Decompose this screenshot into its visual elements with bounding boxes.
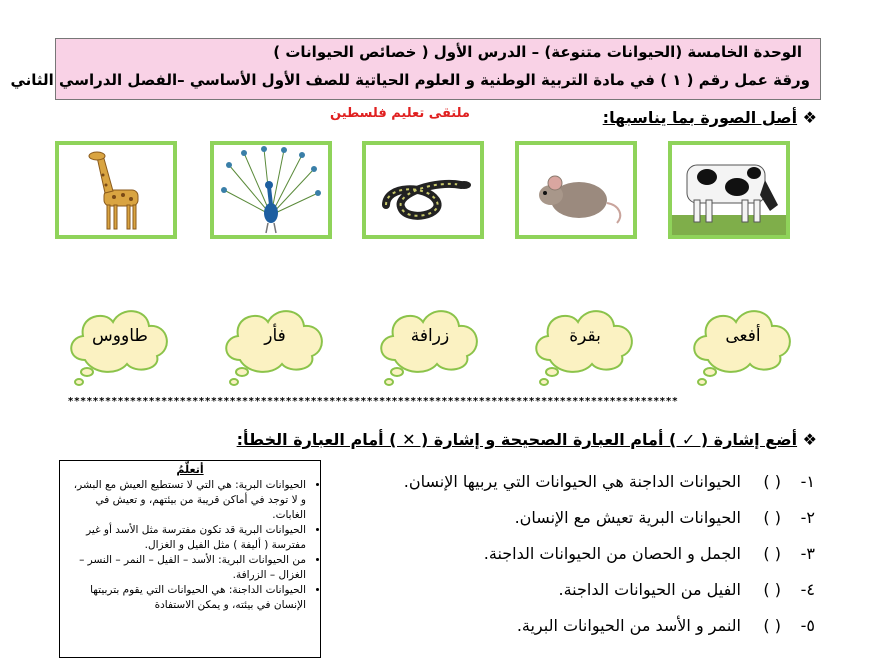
question-1-heading — [603, 108, 817, 127]
forum-credit: ملتقى تعليم فلسطين — [330, 106, 470, 121]
diamond-bullet-icon: ❖ — [802, 108, 817, 127]
statement-row[interactable] — [515, 508, 815, 527]
question-2-heading — [237, 430, 817, 449]
giraffe-icon — [59, 145, 173, 235]
cloud-word: أفعى — [725, 326, 761, 346]
answer-box[interactable]: ( ) — [763, 544, 781, 563]
snake-photo[interactable] — [362, 141, 484, 239]
word-cloud-snake[interactable] — [688, 298, 798, 390]
statement-row[interactable] — [484, 544, 815, 563]
question-2-text: أضع إشارة ( ✓ ) أمام العبارة الصحيحة و إشارة ( ✕ ) أمام العبارة الخطأ: — [236, 430, 798, 449]
mouse-photo[interactable] — [515, 141, 637, 239]
statement-text: الحيوانات الداجنة هي الحيوانات التي يربيها الإنسان. — [403, 472, 741, 491]
statement-text: الجمل و الحصان من الحيوانات الداجنة. — [483, 544, 741, 563]
cloud-word: طاووس — [92, 326, 148, 346]
answer-box[interactable]: ( ) — [763, 472, 781, 491]
statement-row[interactable] — [517, 616, 815, 635]
word-cloud-giraffe[interactable] — [375, 298, 485, 390]
learn-item: • من الحيوانات البرية: الأسد – الفيل – النمر – النسر – الغزال – الزرافة. — [66, 553, 306, 583]
learn-title: أتعلّمُ — [176, 463, 204, 476]
learn-box — [59, 460, 321, 658]
peacock-icon — [214, 145, 328, 235]
peacock-photo[interactable] — [210, 141, 332, 239]
learn-item: • الحيوانات البرية: هي التي لا تستطيع العيش مع البشر، و لا توجد في أماكن قريبة من بيئتهم، و تعيش في الغابات. — [66, 478, 306, 523]
statement-text: النمر و الأسد من الحيوانات البرية. — [516, 616, 741, 635]
statement-text: الحيوانات البرية تعيش مع الإنسان. — [514, 508, 741, 527]
header-line-1: الوحدة الخامسة (الحيوانات متنوعة) – الدرس الأول ( خصائص الحيوانات ) — [273, 43, 802, 61]
cloud-word: بقرة — [569, 326, 601, 346]
cloud-word: زرافة — [410, 326, 450, 346]
snake-icon — [366, 145, 480, 235]
word-cloud-cow[interactable] — [530, 298, 640, 390]
cow-icon — [672, 145, 786, 235]
statement-row[interactable] — [559, 580, 816, 599]
statement-number: ٣- — [800, 544, 815, 563]
statement-number: ٤- — [800, 580, 815, 599]
mouse-icon — [519, 145, 633, 235]
statement-number: ١- — [800, 472, 815, 491]
cow-photo[interactable] — [668, 141, 790, 239]
cloud-word: فأر — [264, 326, 286, 346]
header-line-2: ورقة عمل رقم ( ١ ) في مادة التربية الوطنية و العلوم الحياتية للصف الأول الأساسي –الفصل الدراسي الثاني — [10, 71, 810, 89]
learn-item: • الحيوانات البرية قد تكون مفترسة مثل الأسد أو غير مفترسة ( أليفة ) مثل الفيل و الغزال. — [66, 523, 306, 553]
answer-box[interactable]: ( ) — [763, 580, 781, 599]
question-1-text: أصل الصورة بما يناسبها: — [602, 108, 798, 127]
word-cloud-mouse[interactable] — [220, 298, 330, 390]
word-cloud-peacock[interactable] — [65, 298, 175, 390]
giraffe-photo[interactable] — [55, 141, 177, 239]
star-divider: ************************************************************************************************** — [68, 396, 679, 407]
learn-item: • الحيوانات الداجنة: هي الحيوانات التي يقوم بتربيتها الإنسان في بيئته، و يمكن الاستفادة — [66, 583, 306, 613]
answer-box[interactable]: ( ) — [763, 508, 781, 527]
statement-number: ٥- — [800, 616, 815, 635]
worksheet-header — [10, 38, 821, 100]
statement-number: ٢- — [800, 508, 815, 527]
diamond-bullet-icon: ❖ — [802, 430, 817, 449]
statement-row[interactable] — [404, 472, 815, 491]
statement-text: الفيل من الحيوانات الداجنة. — [558, 580, 741, 599]
answer-box[interactable]: ( ) — [763, 616, 781, 635]
